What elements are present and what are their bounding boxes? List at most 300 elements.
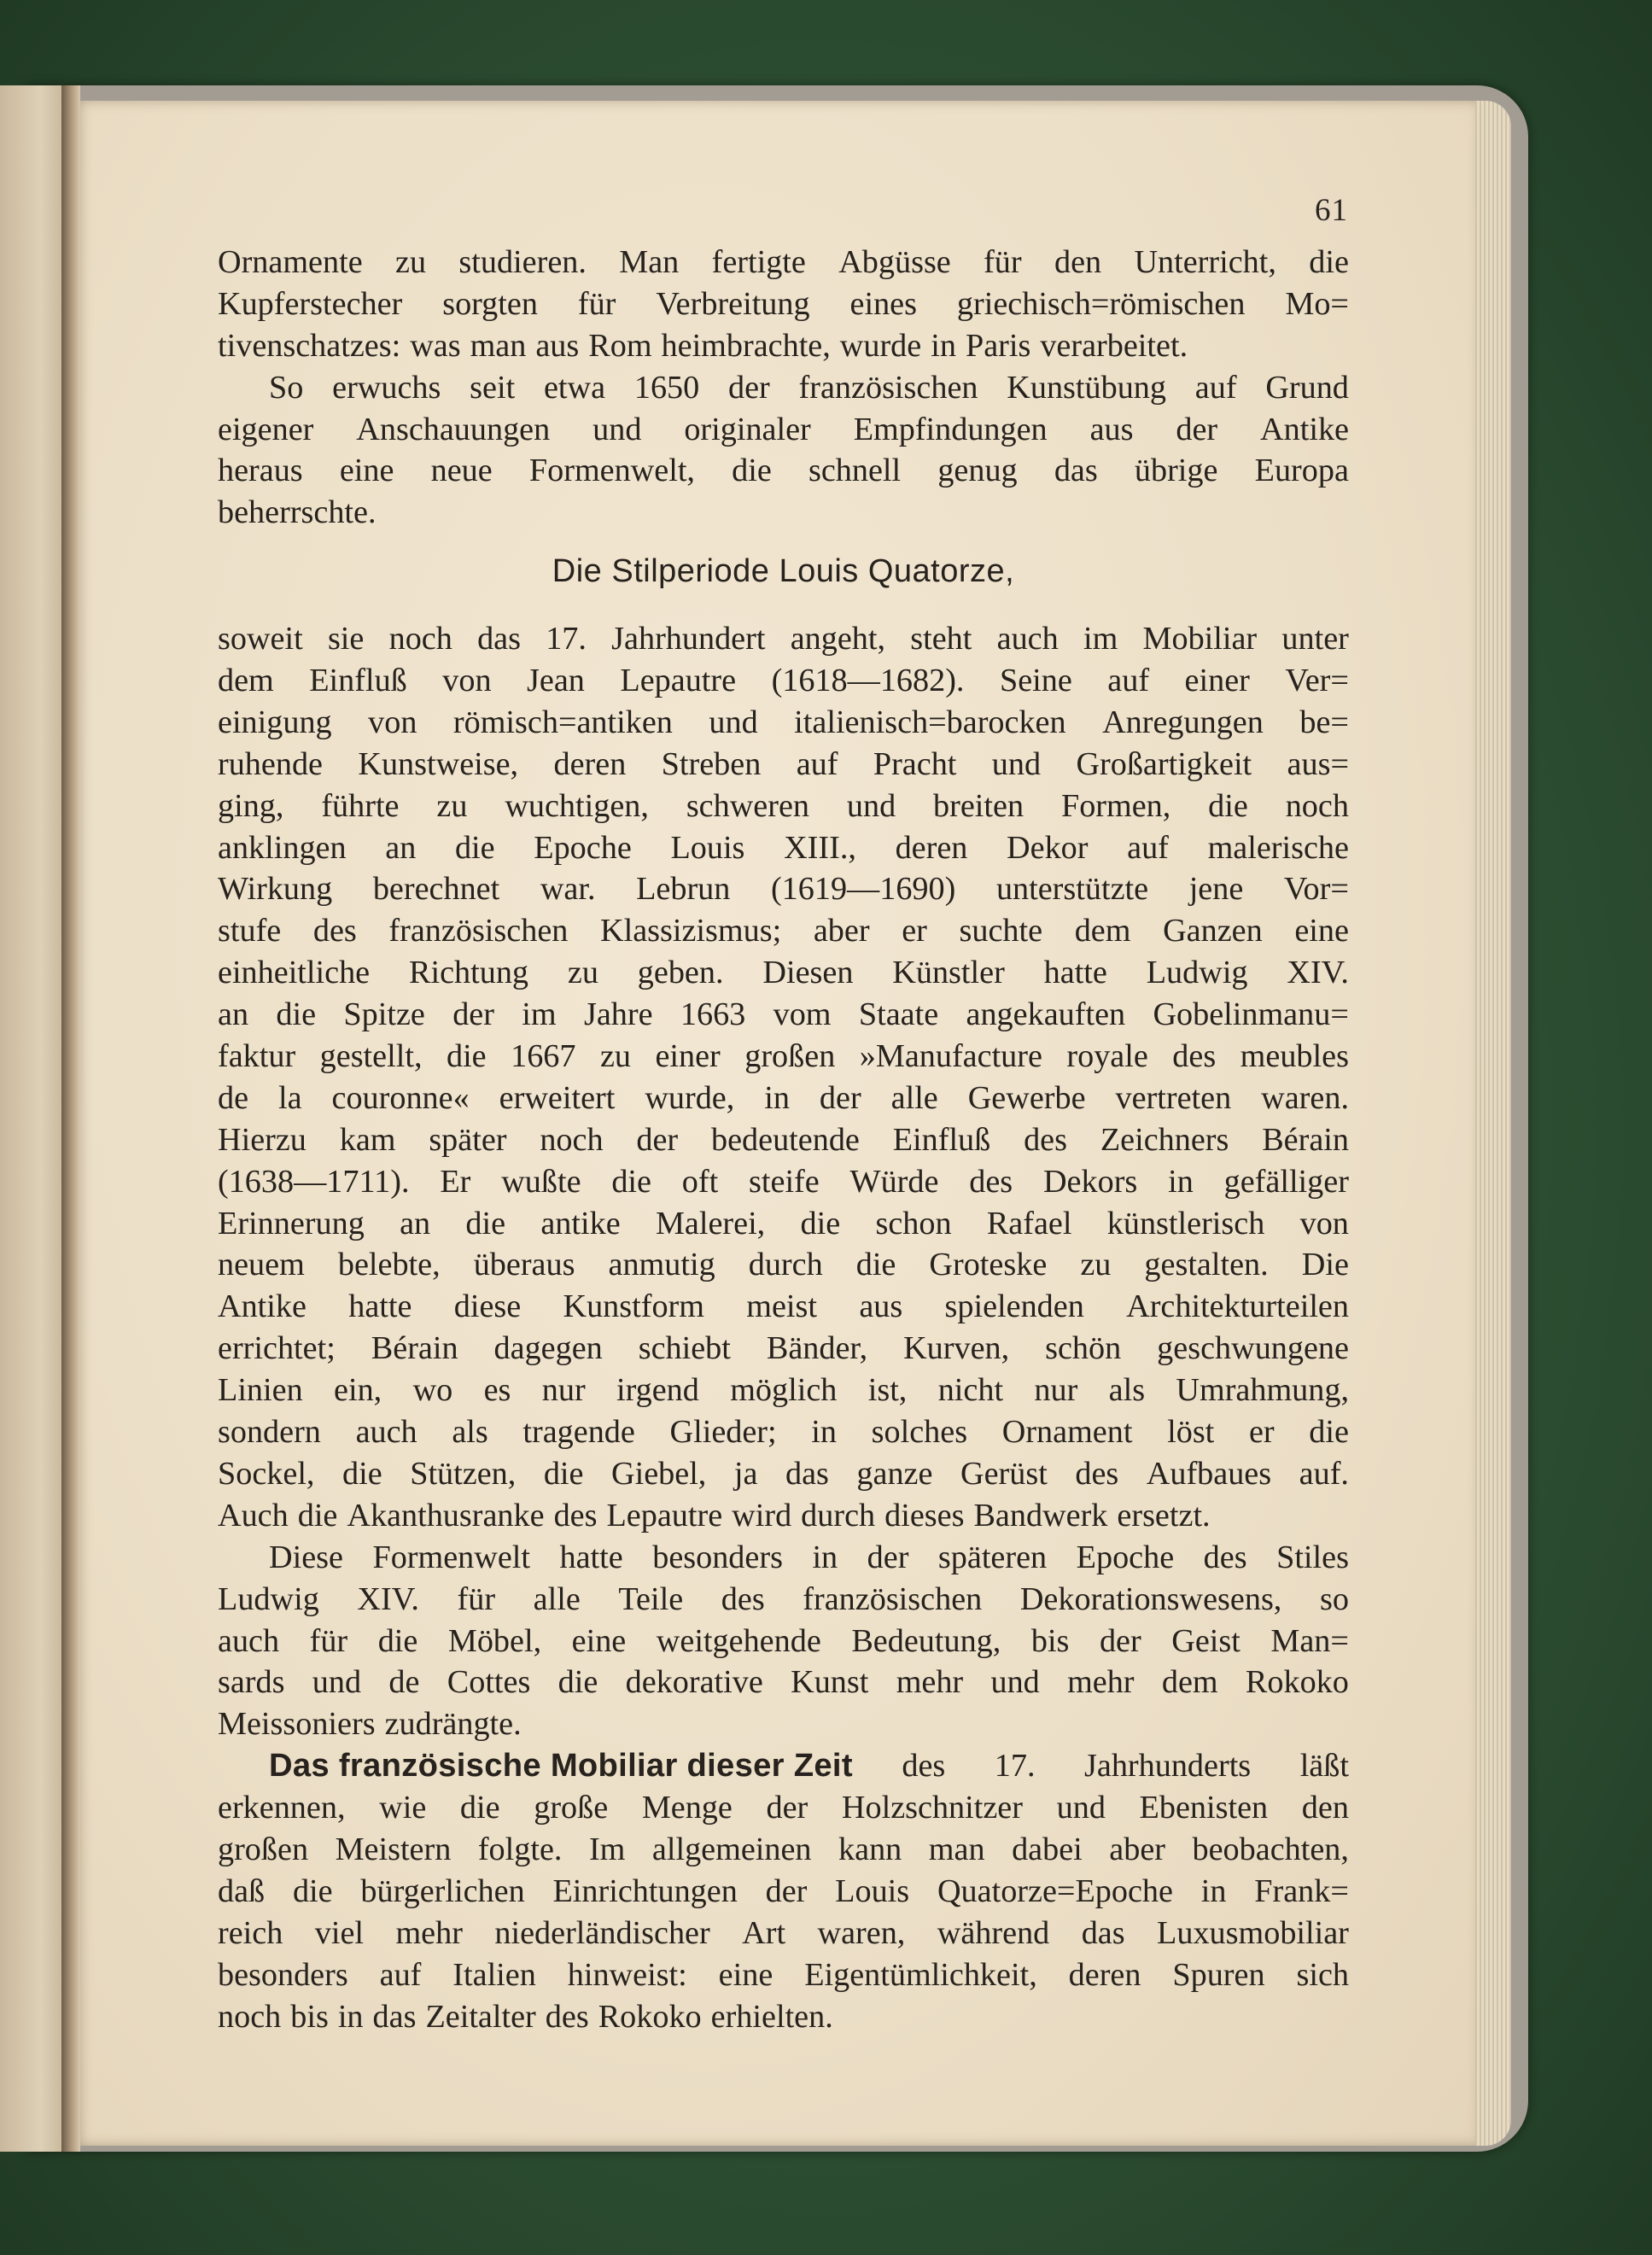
word: zudrängte.	[384, 1706, 522, 1743]
word: Würde	[849, 1163, 939, 1200]
word: Architekturteilen	[1126, 1288, 1349, 1325]
word: erkennen,	[218, 1790, 346, 1826]
word: Streben	[661, 745, 762, 782]
word: für	[309, 1622, 348, 1659]
word: römisch=antiken	[452, 704, 673, 740]
word: gestalten.	[1144, 1247, 1269, 1283]
word: Frank=	[1254, 1872, 1349, 1909]
word: zu	[436, 787, 468, 824]
word: Verbreitung	[656, 285, 810, 322]
word: Im	[588, 1831, 626, 1867]
word: löst	[1167, 1414, 1215, 1451]
word: Akanthusranke	[347, 1497, 545, 1534]
word: Jahre	[583, 996, 653, 1033]
word: italienisch=barocken	[794, 704, 1066, 740]
word: der	[1176, 411, 1218, 447]
text-line	[218, 492, 1349, 534]
text-line	[218, 1954, 1349, 1996]
word: die	[611, 1163, 651, 1200]
word: Cottes	[447, 1664, 531, 1701]
word: Antike	[218, 1288, 306, 1325]
word: Kunstübung	[1007, 369, 1166, 406]
word: aus	[859, 1288, 903, 1325]
text-line	[218, 1161, 1349, 1203]
word: noch	[388, 621, 452, 657]
word: Die	[1301, 1247, 1349, 1283]
word: auf	[1194, 369, 1237, 406]
word: eines	[849, 285, 917, 322]
word: für	[577, 285, 616, 322]
word: als	[1108, 1372, 1146, 1409]
word: des	[545, 1998, 589, 2035]
word: daß	[218, 1872, 266, 1909]
word: nicht	[937, 1372, 1004, 1409]
word: bürgerlichen	[360, 1872, 525, 1909]
word: Kunstweise,	[358, 745, 519, 782]
word: man	[928, 1831, 985, 1867]
word: Antike	[1260, 411, 1349, 447]
word: Man=	[1270, 1622, 1349, 1659]
word: führte	[321, 787, 400, 824]
text-line	[218, 1203, 1349, 1245]
word: Dekors	[1042, 1163, 1138, 1200]
word: Künstler	[892, 955, 1005, 991]
word: eine	[571, 1622, 627, 1659]
word: französischen	[798, 369, 978, 406]
word: tivenschatzes:	[218, 327, 401, 364]
word: der	[1099, 1622, 1141, 1659]
word: er	[1248, 1414, 1275, 1451]
word: so	[1319, 1580, 1349, 1617]
word: des	[553, 1497, 598, 1534]
word: Quatorze=Epoche	[937, 1872, 1173, 1909]
word: Stiles	[1276, 1539, 1349, 1575]
word: die	[1309, 1414, 1349, 1451]
word: das	[477, 621, 521, 657]
word: Holzschnitzer	[841, 1790, 1023, 1826]
word: gefälliger	[1223, 1163, 1349, 1200]
word: mehr	[395, 1914, 463, 1951]
word: irgend	[616, 1372, 699, 1409]
word: vertreten	[1115, 1079, 1232, 1116]
word: Spuren	[1172, 1956, 1265, 1993]
word: geschwungene	[1157, 1330, 1349, 1367]
word: dem	[1074, 913, 1131, 949]
word: überaus	[473, 1247, 575, 1283]
word: Abgüsse	[838, 244, 951, 280]
word: den	[1301, 1790, 1349, 1826]
word: später	[429, 1121, 507, 1158]
word: aus	[1089, 411, 1134, 447]
word: Formen,	[1060, 787, 1171, 824]
word: »Manufacture	[859, 1038, 1042, 1075]
text-line	[218, 1745, 1349, 1787]
word: erweitert	[499, 1079, 616, 1116]
word: Paris	[965, 327, 1031, 364]
word: die	[454, 829, 495, 866]
word: dem	[218, 663, 274, 699]
text-line	[218, 325, 1349, 367]
word: in	[1168, 1163, 1194, 1200]
word: heraus	[218, 453, 303, 489]
word: kam	[339, 1121, 396, 1158]
word: Bérain	[371, 1330, 458, 1367]
word: die	[1208, 787, 1248, 824]
paragraph	[218, 1745, 1349, 2037]
word: erhielten.	[710, 1998, 833, 2035]
word: und	[709, 704, 758, 740]
word: originaler	[684, 411, 811, 447]
word: So	[269, 369, 304, 406]
word: hatte	[348, 1288, 412, 1325]
word: 1667	[511, 1038, 576, 1075]
word: Kurven,	[903, 1330, 1010, 1367]
text-line	[218, 1537, 1349, 1579]
word: an	[400, 1205, 431, 1241]
word: malerische	[1207, 829, 1349, 866]
word: französischen	[388, 913, 569, 949]
word: des	[312, 913, 357, 949]
text-line	[218, 702, 1349, 744]
word: dabei	[1012, 1831, 1083, 1867]
word: geben.	[637, 955, 724, 991]
word: er	[902, 913, 927, 949]
word: hatte	[559, 1539, 623, 1575]
word: Jahrhundert	[611, 621, 766, 657]
word: mehr	[1067, 1664, 1135, 1701]
word: Wirkung	[218, 871, 333, 908]
text-line	[218, 1078, 1349, 1119]
word: großen	[218, 1831, 309, 1867]
word: schweren	[686, 787, 810, 824]
word: die	[543, 1455, 584, 1492]
word: späteren	[937, 1539, 1048, 1575]
word: Teile	[618, 1580, 684, 1617]
word: die	[465, 1205, 506, 1241]
text-line	[218, 868, 1349, 910]
word: Europa	[1254, 453, 1349, 489]
word: Jahrhunderts	[1084, 1748, 1252, 1785]
word: der	[765, 1872, 808, 1909]
word: ging,	[218, 787, 284, 824]
word: nur	[1034, 1372, 1078, 1409]
word: stufe	[218, 913, 282, 949]
word: allgemeinen	[651, 1831, 812, 1867]
word: und	[846, 787, 896, 824]
word: genug	[937, 453, 1018, 489]
word: Louis	[835, 1872, 910, 1909]
text-line	[218, 1662, 1349, 1703]
text-line	[218, 1996, 1349, 2038]
word: Rom	[588, 327, 652, 364]
word: vom	[773, 996, 832, 1033]
text-line	[218, 1579, 1349, 1621]
word: soweit	[218, 621, 303, 657]
word: man	[470, 327, 527, 364]
word: anklingen	[218, 829, 347, 866]
word: schnell	[808, 453, 902, 489]
word: dieses	[884, 1497, 965, 1534]
word: Hierzu	[218, 1121, 306, 1158]
word: erwuchs	[332, 369, 441, 406]
word: Lepautre	[620, 663, 737, 699]
text-line	[218, 1871, 1349, 1913]
word: mehr	[896, 1664, 964, 1701]
word: spielenden	[944, 1288, 1084, 1325]
word: fertigte	[711, 244, 806, 280]
word: (1619—1690)	[770, 871, 956, 908]
word: waren,	[817, 1914, 906, 1951]
word: oft	[681, 1163, 719, 1200]
word: Empfindungen	[853, 411, 1048, 447]
word: Art	[742, 1914, 786, 1951]
word: de	[388, 1664, 420, 1701]
text-line	[218, 1621, 1349, 1662]
word: für	[457, 1580, 496, 1617]
word: ruhende	[218, 745, 323, 782]
word: alle	[890, 1079, 938, 1116]
word: auf	[1127, 829, 1169, 866]
word: in	[337, 1998, 364, 2035]
word: Geist	[1171, 1622, 1240, 1659]
word: folgte.	[477, 1831, 563, 1867]
word: Meissoniers	[218, 1706, 376, 1743]
word: ja	[733, 1455, 758, 1492]
word: wuchtigen,	[505, 787, 649, 824]
word: es	[483, 1372, 511, 1409]
text-line	[218, 1913, 1349, 1954]
word: auch	[996, 621, 1059, 657]
word: in	[811, 1414, 838, 1451]
word: auch	[218, 1622, 280, 1659]
word: ein,	[334, 1372, 382, 1409]
word: Louis	[670, 829, 745, 866]
text-line	[218, 1119, 1349, 1161]
word: eine	[339, 453, 394, 489]
word: aber	[1109, 1831, 1165, 1867]
word: die	[446, 1038, 487, 1075]
word: an	[218, 996, 249, 1033]
word: ganze	[856, 1455, 933, 1492]
word: gestellt,	[319, 1038, 423, 1075]
word: unter	[1281, 621, 1349, 657]
word: von	[1299, 1205, 1349, 1241]
word: des	[721, 1580, 765, 1617]
paragraph	[218, 367, 1349, 535]
word: von	[368, 704, 417, 740]
text-line	[218, 1495, 1349, 1537]
word: Anschauungen	[356, 411, 551, 447]
word: sondern	[218, 1414, 321, 1451]
word: diese	[453, 1288, 522, 1325]
word: Sockel,	[218, 1455, 315, 1492]
word: heimbrachte,	[661, 327, 831, 364]
word: Formenwelt,	[528, 453, 695, 489]
word: Diese	[269, 1539, 343, 1575]
paragraph	[218, 1537, 1349, 1745]
word: aus	[535, 327, 580, 364]
text-line	[218, 910, 1349, 952]
text-line	[218, 618, 1349, 660]
word: bis	[1030, 1622, 1070, 1659]
word: Man	[619, 244, 680, 280]
word: niederländischer	[494, 1914, 710, 1951]
previous-page-edge	[0, 85, 68, 2152]
word: dem	[1161, 1664, 1218, 1701]
word: Möbel,	[447, 1622, 542, 1659]
word: Spitze	[343, 996, 425, 1033]
word: Einrichtungen	[552, 1872, 738, 1909]
word: sards	[218, 1664, 285, 1701]
word: zu	[1080, 1247, 1112, 1283]
word: die	[732, 453, 772, 489]
word: waren.	[1261, 1079, 1349, 1116]
word: einigung	[218, 704, 332, 740]
word: Erinnerung	[218, 1205, 365, 1241]
word: bis	[290, 1998, 329, 2035]
text-line	[218, 1244, 1349, 1286]
word: Glieder;	[669, 1414, 777, 1451]
word: die	[276, 996, 317, 1033]
word: das	[372, 1998, 417, 2035]
word: eine	[718, 1956, 773, 1993]
word: was	[410, 327, 461, 364]
word: angekauften	[966, 996, 1126, 1033]
word: Pracht	[873, 745, 957, 782]
word: und	[312, 1664, 362, 1701]
word: sie	[327, 621, 365, 657]
word: de	[218, 1079, 249, 1116]
word: Mobiliar	[1142, 621, 1258, 657]
word: viel	[314, 1914, 365, 1951]
word: Kunst	[791, 1664, 869, 1701]
word: Giebel,	[611, 1455, 707, 1492]
word: suchte	[959, 913, 1043, 949]
word: Einfluß	[892, 1121, 991, 1158]
text-line	[218, 1703, 1349, 1745]
text-line	[218, 1829, 1349, 1871]
word: das	[1081, 1914, 1125, 1951]
word: wie	[379, 1790, 427, 1826]
word: noch	[540, 1121, 604, 1158]
word: Staate	[858, 996, 939, 1033]
word: be=	[1299, 704, 1349, 740]
word: Gerüst	[960, 1455, 1048, 1492]
word: Vor=	[1283, 871, 1349, 908]
word: die	[342, 1455, 382, 1492]
word: wo	[412, 1372, 453, 1409]
word: und	[991, 745, 1042, 782]
word: faktur	[218, 1038, 296, 1075]
word: zu	[395, 244, 427, 280]
page-body	[218, 242, 1349, 2037]
word: in	[764, 1079, 790, 1116]
word: das	[785, 1455, 829, 1492]
word: couronne«	[331, 1079, 470, 1116]
word: nur	[541, 1372, 586, 1409]
text-line	[218, 242, 1349, 283]
text-line	[218, 744, 1349, 786]
word: Epoche	[534, 829, 632, 866]
word: der	[819, 1079, 861, 1116]
text-line	[218, 1411, 1349, 1453]
word: steht	[910, 621, 972, 657]
word: sich	[1296, 1956, 1349, 1993]
word: weitgehende	[656, 1622, 821, 1659]
word: die	[377, 1622, 418, 1659]
word: den	[1054, 244, 1102, 280]
word: anmutig	[608, 1247, 715, 1283]
word: Umrahmung,	[1176, 1372, 1349, 1409]
word: bedeutende	[710, 1121, 860, 1158]
text-line	[218, 1453, 1349, 1495]
word: Ornament	[1001, 1414, 1133, 1451]
word: Lepautre	[606, 1497, 723, 1534]
word: in	[1200, 1872, 1227, 1909]
word: XIV.	[357, 1580, 419, 1617]
word: Unterricht,	[1134, 244, 1276, 280]
text-line	[218, 450, 1349, 492]
word: deren	[1068, 1956, 1141, 1993]
word: übrige	[1134, 453, 1218, 489]
word: XIII.,	[784, 829, 856, 866]
word: Diesen	[762, 955, 854, 991]
word: große	[534, 1790, 609, 1826]
word: Er	[440, 1163, 471, 1200]
word: und	[990, 1664, 1040, 1701]
word: wird	[732, 1497, 792, 1534]
word: auf	[379, 1956, 422, 1993]
word: läßt	[1299, 1748, 1349, 1785]
word: die	[855, 1247, 896, 1283]
word: im	[522, 996, 557, 1033]
text-line	[218, 1286, 1349, 1328]
word: wußte	[501, 1163, 581, 1200]
word: Rokoko	[1245, 1664, 1349, 1701]
word: Bedeutung,	[851, 1622, 1001, 1659]
word: im	[1083, 621, 1118, 657]
text-line	[218, 367, 1349, 409]
word: auf	[796, 745, 838, 782]
word: von	[442, 663, 492, 699]
word: einer	[655, 1038, 721, 1075]
word: der	[766, 1790, 808, 1826]
text-line	[218, 283, 1349, 325]
word: der	[636, 1121, 679, 1158]
word: an	[385, 829, 417, 866]
word: Bérain	[1262, 1121, 1349, 1158]
word: Richtung	[409, 955, 529, 991]
text-line	[218, 1328, 1349, 1370]
word: antike	[540, 1205, 621, 1241]
word: und	[1056, 1790, 1106, 1826]
text-line	[218, 1787, 1349, 1829]
word: der	[867, 1539, 909, 1575]
word: auch	[355, 1414, 417, 1451]
text-line	[218, 952, 1349, 994]
word: solches	[871, 1414, 968, 1451]
word: künstlerisch	[1106, 1205, 1265, 1241]
word: Luxusmobiliar	[1157, 1914, 1349, 1951]
word: hinweist:	[567, 1956, 687, 1993]
word: neuem	[218, 1247, 305, 1283]
word: die	[297, 1497, 338, 1534]
word: Bandwerk	[973, 1497, 1108, 1534]
word: Stützen,	[410, 1455, 517, 1492]
word: hatte	[1043, 955, 1107, 991]
word: alle	[533, 1580, 581, 1617]
word: Malerei,	[655, 1205, 766, 1241]
